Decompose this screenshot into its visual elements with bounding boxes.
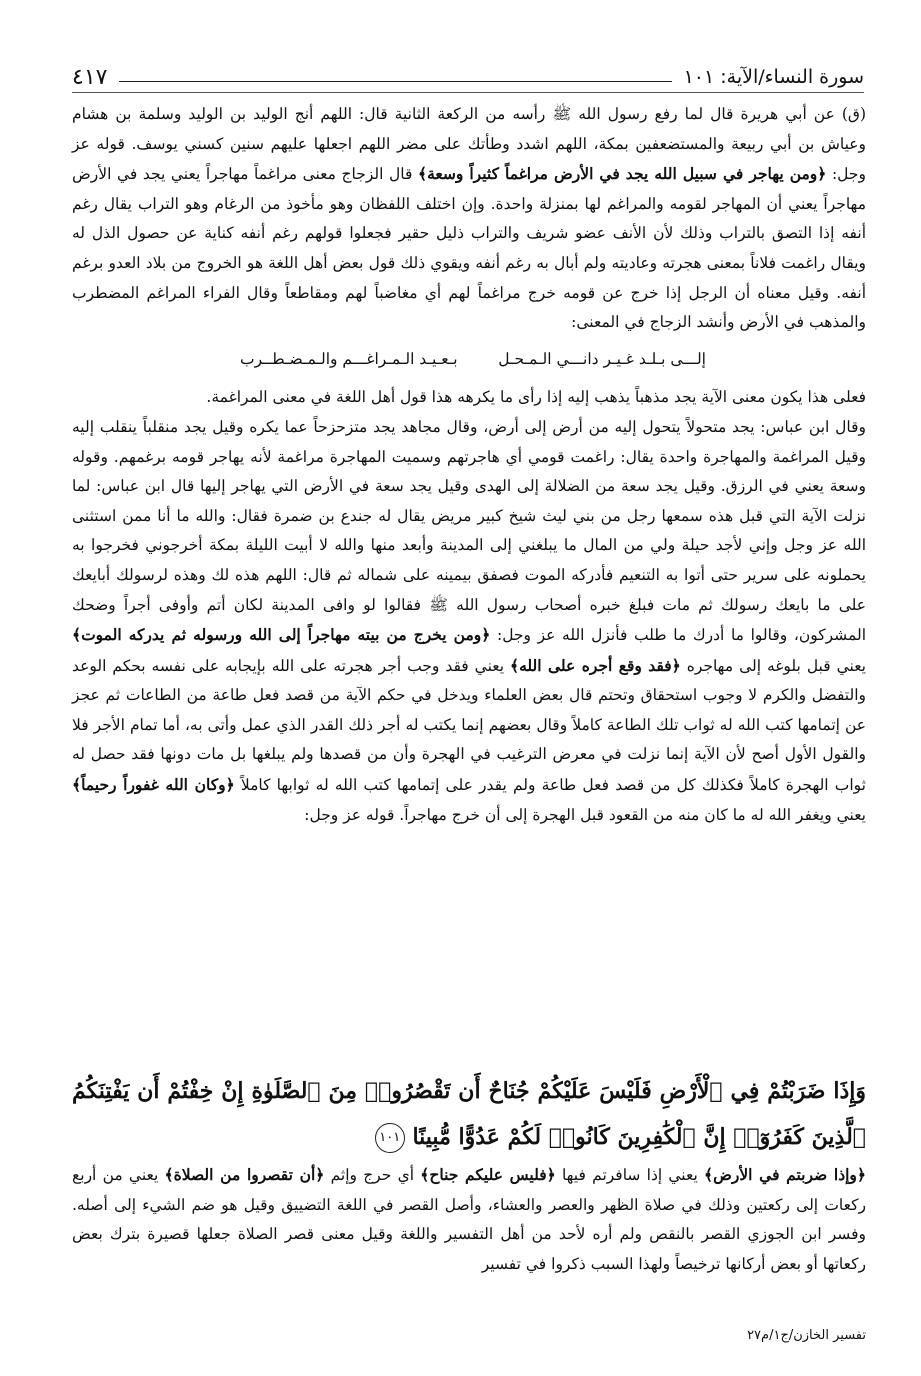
paragraph-2: فعلى هذا يكون معنى الآية يجد مذهباً يذهب إليه إذا رأى ما يكرهه هذا قول أهل اللغة في معنى المراغمة. bbox=[206, 388, 866, 407]
header-rule bbox=[119, 81, 671, 82]
page-header bbox=[72, 58, 864, 92]
paragraph-3 bbox=[72, 413, 866, 830]
page-number: ٤١٧ bbox=[72, 65, 108, 90]
quran-verse bbox=[72, 1068, 866, 1160]
verse-quote: ﴿ومن يهاجر في سبيل الله يجد في الأرض مراغماً كثيراً وسعة﴾ bbox=[417, 164, 827, 184]
poem-second-hemistich: بـعـيـد الـمـراغـــم والـمـضـطــرب bbox=[240, 349, 458, 368]
p3-start: وقال ابن عباس: يجد متحولاً يتحول إليه من أرض إلى أرض، وقال مجاهد يجد متزحزحاً عما يكره وقيل يجد منقلباً ينقلب إليه وقيل المراغمة والمهاجرة واحدة يقال: راغمت قومي أي هاجرتهم وسميت المهاجرة مراغمة لأنه يهاجر قومه برغمهم. وقوله وسعة يعني في الرزق. وقيل يجد سعة من الضلالة إلى الهدى وقيل يجد سعة في الأرض التي يهاجر إليها قال ابن عباس: لما نزلت الآية التي قبل هذه سمعها رجل من بني ليث شيخ كبير مريض يقال له جندع بن ضمرة فقال: والله ما أنا ممن استثنى الله عز وجل وإني لأجد حيلة ولي من المال ما يبلغني إلى المدينة وأبعد منها والله لا أبيت الليلة بمكة أخرجوني فخرجوا به يحملونه على سرير حتى أتوا به التنعيم فأدركه الموت فصفق بيمينه على شماله ثم قال: اللهم هذه لك وهذه لرسولك أبايعك على ما بايعك رسولك ثم مات فبلغ خبره أصحاب رسول الله ﷺ فقالوا لو وافى المدينة لكان أتم وأوفى أجراً وضحك المشركون، وقالوا ما أدرك ما طلب فأنزل الله عز وجل: bbox=[72, 417, 866, 645]
verse-quote: ﴿فقد وقع أجره على الله﴾ bbox=[510, 655, 681, 675]
paragraph-1 bbox=[72, 100, 866, 338]
quran-verse-text: وَإِذَا ضَرَبْتُمْ فِي ٱلْأَرْضِ فَلَيْسَ عَلَيْكُمْ جُنَاحٌ أَن تَقْصُرُوا۟ مِنَ ٱلصَّلَوٰةِ إِنْ خِفْتُمْ أَن يَفْتِنَكُمُ ٱلَّذِينَ كَفَرُوٓا۟ إِنَّ ٱلْكَٰفِرِينَ كَانُوا۟ لَكُمْ عَدُوًّا مُّبِينًا bbox=[72, 1078, 866, 1150]
tafsir-t3: يعني من أربع ركعات إلى ركعتين وذلك في صلاة الظهر والعصر والعشاء، وأصل القصر في اللغة التضييق وقيل هو ضم الشيء إلى أصله. وفسر ابن الجوزي القصر بالنقص ولم أره لأحد من أهل التفسير واللغة وقيل معنى قصر الصلاة جعلها قصيرة بترك بعض ركعاتها أو بعض أركانها ترخيصاً ولهذا السبب ذكروا في تفسير bbox=[72, 1166, 866, 1273]
p3-mid: يعني قبل بلوغه إلى مهاجره bbox=[680, 656, 866, 675]
commentary-text bbox=[72, 100, 866, 830]
poem-first-hemistich: إلـــى بـلـد غـيـر دانـــي الـمـحـل bbox=[498, 349, 706, 368]
header-divider bbox=[72, 92, 864, 93]
p3-rest: يعني فقد وجب أجر هجرته على الله بإيجابه على نفسه بحكم الوعد والتفضل والكرم لا وجوب استحقاق وتحتم قال بعض العلماء ويدخل في حكم الآية من قصد فعل طاعة من الطاعات ثم عجز عن إتمامها كتب الله له ثواب تلك الطاعة كاملاً وقال بعضهم إنما يكتب له أجر ذلك القدر الذي عمل وأتى به، أما تمام الأجر فلا والقول الأول أصح لأن الآية إنما نزلت في معرض الترغيب في الهجرة وأن من قصدها ولم يبلغها بل مات دونها فقد حصل له ثواب الهجرة كاملاً فكذلك كل من قصد فعل طاعة ولم يقدر على إتمامها كتب الله له ثوابها كاملاً bbox=[72, 656, 866, 795]
verse-quote: ﴿فليس عليكم جناح﴾ bbox=[420, 1165, 556, 1184]
verse-quote: ﴿وإذا ضربتم في الأرض﴾ bbox=[704, 1165, 866, 1184]
ayah-number-marker: ١٠١ bbox=[375, 1123, 405, 1153]
tafsir-paragraph bbox=[72, 1160, 866, 1279]
tafsir-t2: أي حرج وإثم bbox=[324, 1166, 421, 1184]
p3-end: يعني ويغفر الله له ما كان منه من القعود قبل الهجرة إلى أن خرج مهاجراً. قوله عز وجل: bbox=[304, 805, 866, 824]
p1-prefix: (ق) عن أبي هريرة قال لما رفع رسول الله ﷺ رأسه من الركعة الثانية قال: اللهم أنج الوليد بن الوليد وسلمة بن هشام وعياش بن أبي ربيعة والمستضعفين بمكة، اللهم اشدد وطأتك على مضر اللهم اجعلها عليهم سنين كسني يوسف. قوله عز وجل: bbox=[72, 105, 866, 184]
verse-quote: ﴿ومن يخرج من بيته مهاجراً إلى الله ورسوله ثم يدركه الموت﴾ bbox=[72, 625, 491, 645]
surah-title: سورة النساء/الآية: ١٠١ bbox=[683, 66, 864, 88]
poem-verse bbox=[72, 342, 866, 378]
verse-quote: ﴿وكان الله غفوراً رحيماً﴾ bbox=[72, 775, 235, 795]
verse-quote: ﴿أن تقصروا من الصلاة﴾ bbox=[164, 1165, 325, 1184]
p1-rest: قال الزجاج معنى مراغماً مهاجراً يعني يجد في الأرض مهاجراً يعني أن المهاجر لقومه والمراغم لها بمنزلة واحدة. وإن اختلف اللفظان وهو مأخوذ من الرغام وهو التراب يقال رغم أنفه إذا التصق بالتراب وذلك لأن الأنف عضو شريف والتراب ذليل حقير فجعلوا قولهم رغم أنفه كناية عن حصول الذل له ويقال راغمت فلاناً بمعنى هجرته وعاديته ولم أبال به رغم أنفه ويقوي ذلك قول بعض أهل اللغة هو الخروج من بلاد العدو برغم أنفه. وقيل معناه أن الرجل إذا خرج عن قومه خرج مراغماً لهم أي مغاضباً لهم ومقاطعاً وقال الفراء المراغم المضطرب والمذهب في الأرض وأنشد الزجاج في المعنى: bbox=[72, 165, 866, 332]
tafsir-text bbox=[72, 1160, 866, 1279]
footer-signature: تفسير الخازن/ج١/م٢٧ bbox=[747, 1328, 866, 1343]
tafsir-t1: يعني إذا سافرتم فيها bbox=[555, 1166, 705, 1184]
